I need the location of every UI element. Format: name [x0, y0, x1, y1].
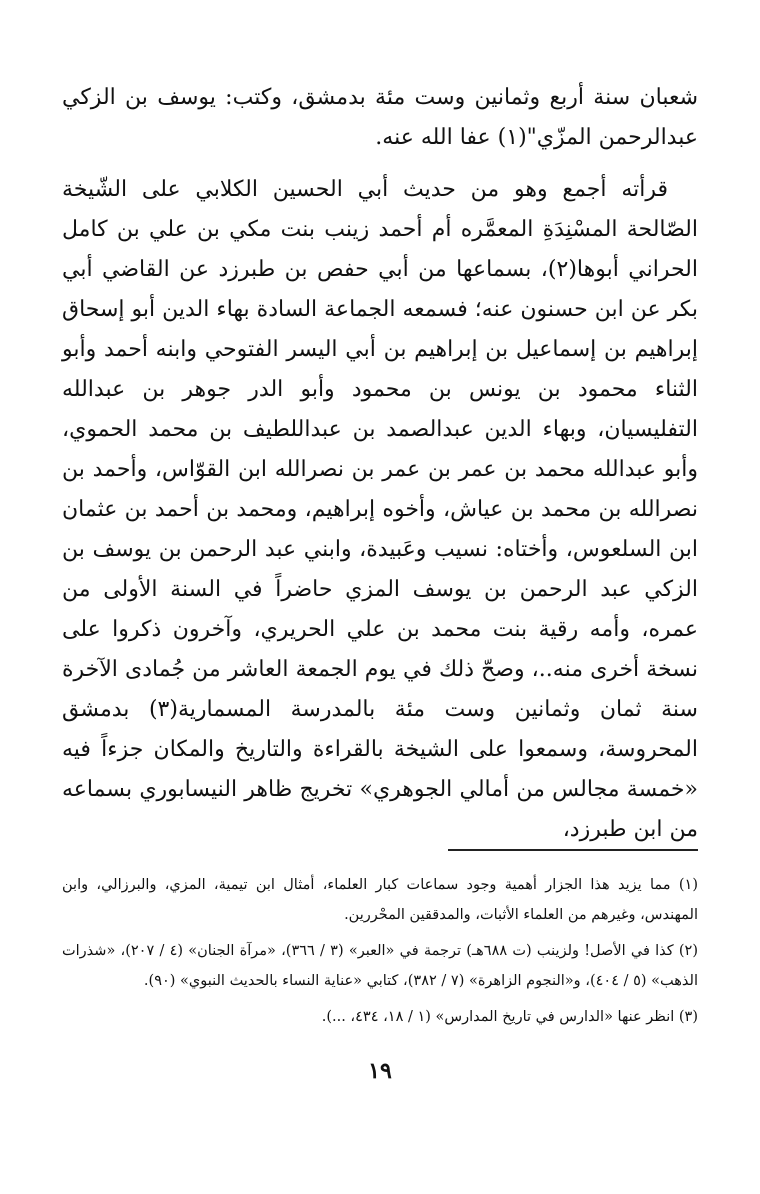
page-number: ١٩ — [368, 1058, 392, 1084]
footnotes-block — [62, 870, 698, 1038]
paragraph-colophon: شعبان سنة أربع وثمانين وست مئة بدمشق، وكتب: يوسف بن الزكي عبدالرحمن المزّي"(١) عفا الله عنه. — [62, 85, 698, 150]
paragraph-reading-record: قرأته أجمع وهو من حديث أبي الحسين الكلابي على الشّيخة الصّالحة المسْنِدَةِ المعمَّره أم أحمد زينب بنت مكي بن علي بن كامل الحراني أبوها(٢)، بسماعها من أبي حفص بن طبرزد عن القاضي أبي بكر عن ابن حسنون عنه؛ فسمعه الجماعة السادة بهاء الدين أبو إسحاق إبراهيم بن إسماعيل بن إبراهيم بن أبي اليسر الفتوحي وابنه أحمد وأبو الثناء محمود بن يونس بن محمود وأبو الدر جوهر بن عبدالله التفليسيان، وبهاء الدين عبدالصمد بن عبداللطيف بن محمد الحموي، وأبو عبدالله محمد بن عمر بن عمر بن نصرالله ابن القوّاس، وأحمد بن نصرالله بن محمد بن عياش، وأخوه إبراهيم، ومحمد بن أحمد بن عثمان ابن السلعوس، وأختاه: نسيب وعَبيدة، وابني عبد الرحمن بن يوسف بن الزكي عبد الرحمن بن يوسف المزي حاضراً في السنة الأولى من عمره، وأمه رقية بنت محمد بن علي الحريري، وآخرون ذكروا على نسخة أخرى منه..، وصحّ ذلك في يوم الجمعة العاشر من جُمادى الآخرة سنة ثمان وثمانين وست مئة بالمدرسة المسمارية(٣) بدمشق المحروسة، وسمعوا على الشيخة بالقراءة والتاريخ والمكان جزءاً فيه «خمسة مجالس من أمالي الجوهري» تخريج ظاهر النيسابوري بسماعه من ابن طبرزد، — [62, 177, 698, 842]
footnote-divider — [448, 849, 698, 851]
footnote-1: (١) مما يزيد هذا الجزار أهمية وجود سماعات كبار العلماء، أمثال ابن تيمية، المزي، والبرزالي، وابن المهندس، وغيرهم من العلماء الأثبات، والمدققين المحْررين. — [62, 877, 698, 923]
footnote-2: (٢) كذا في الأصل! ولزينب (ت ٦٨٨هـ) ترجمة في «العبر» (٣ / ٣٦٦)، «مرآة الجنان» (٤ / ٢٠٧)، «شذرات الذهب» (٥ / ٤٠٤)، و«النجوم الزاهرة» (٧ / ٣٨٢)، كتابي «عناية النساء بالحديث النبوي» (٩٠). — [62, 943, 698, 989]
footnote-3: (٣) انظر عنها «الدارس في تاريخ المدارس» (١ / ١٨، ٤٣٤، ...). — [321, 1009, 698, 1025]
main-text-block — [62, 78, 698, 850]
